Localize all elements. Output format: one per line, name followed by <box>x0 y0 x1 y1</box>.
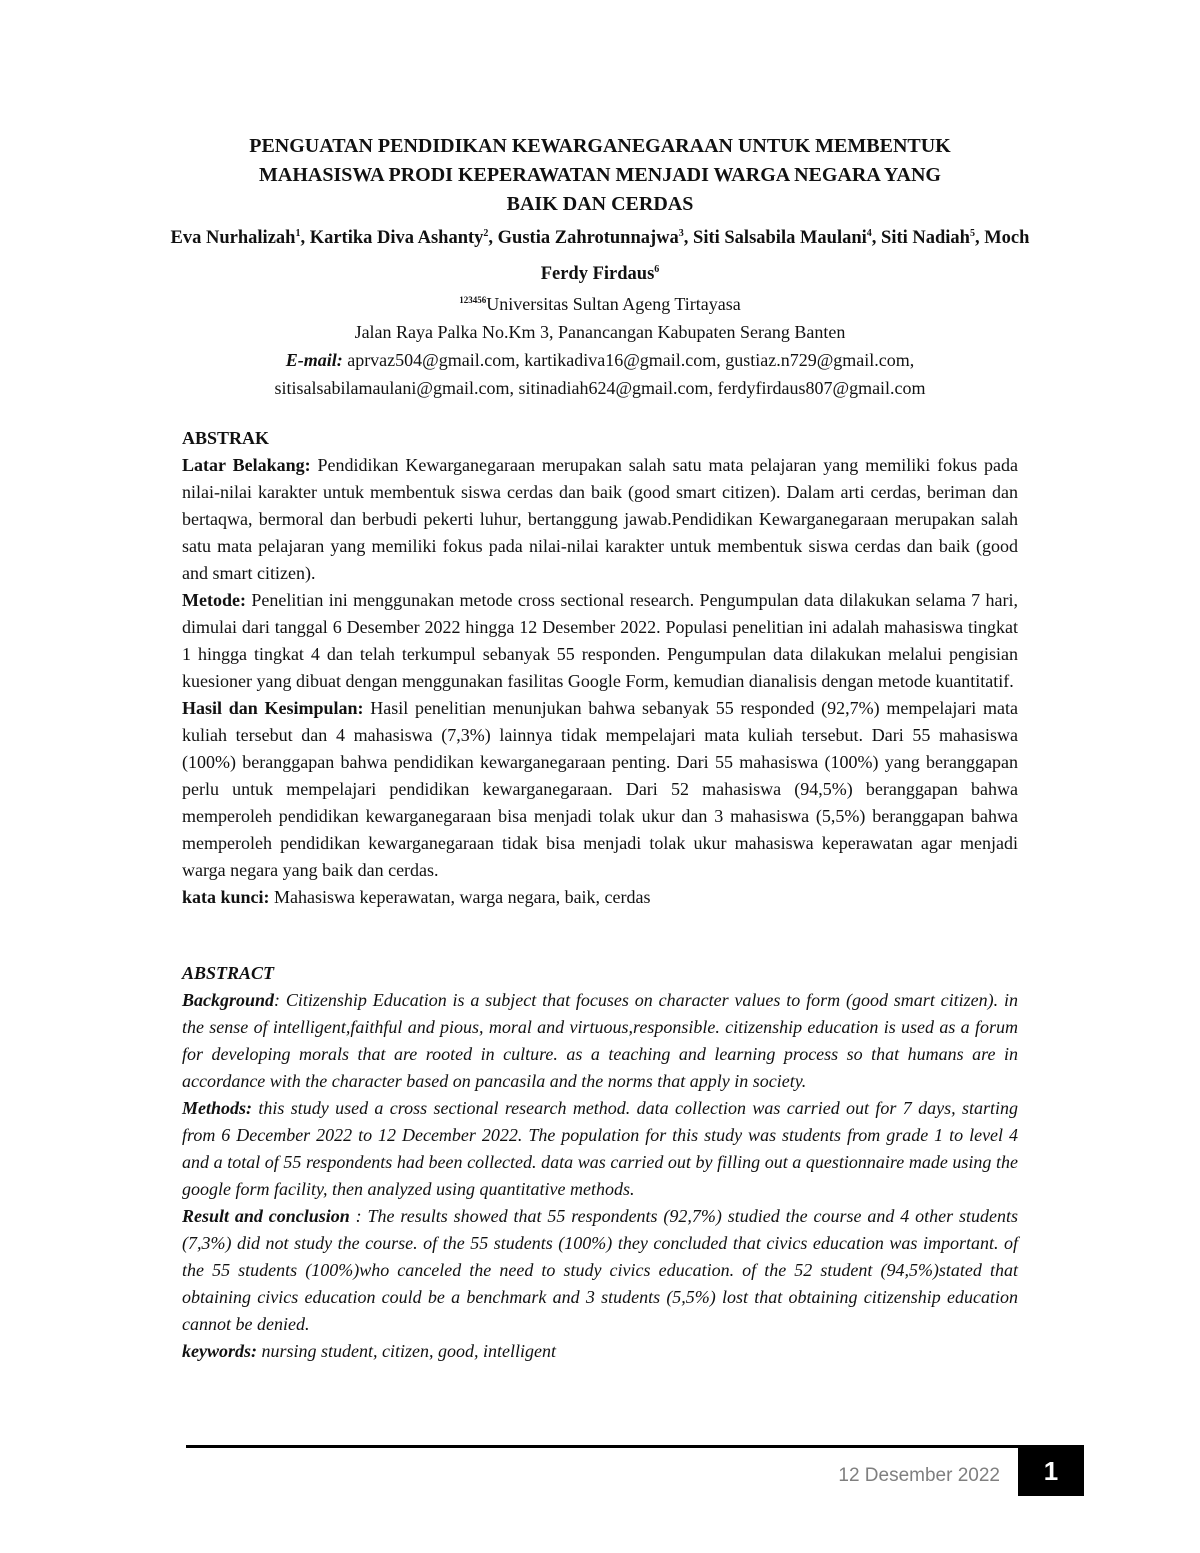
abstrak-metode <box>182 587 1018 695</box>
affiliation <box>150 290 1050 318</box>
page-number: 1 <box>1018 1446 1084 1496</box>
author-name: Eva Nurhalizah <box>170 228 296 248</box>
result-text: : The results showed that 55 respondents (92,7%) studied the course and 4 other students (7,3%) did not study the course. of the 55 students (100%) they concluded that civics education was important. of the 55 students (100%)who canceled the need to study civics education. of the 52 student (94,5%)stated that obtaining civics education could be a benchmark and 3 students (5,5%) lost that obtaining citizenship education cannot be denied. <box>182 1206 1018 1334</box>
email-label: E-mail: <box>285 350 343 370</box>
metode-text: Penelitian ini menggunakan metode cross sectional research. Pengumpulan data dilakukan selama 7 hari, dimulai dari tanggal 6 Desember 2022 hingga 12 Desember 2022. Populasi penelitian ini adalah mahasiswa tingkat 1 hingga tingkat 4 dan telah terkumpul sebanyak 55 responden. Pengumpulan data dilakukan melalui pengisian kuesioner yang dibuat dengan menggunakan fasilitas Google Form, kemudian dianalisis dengan metode kuantitatif. <box>182 590 1018 691</box>
hasil-text: Hasil penelitian menunjukan bahwa sebanyak 55 responded (92,7%) mempelajari mata kuliah tersebut dan 4 mahasiswa (7,3%) lainnya tidak mempelajari mata kuliah tersebut. Dari 55 mahasiswa (100%) beranggapan bahwa pendidikan kewarganegaraan penting. Dari 55 mahasiswa (100%) yang beranggapan perlu untuk mempelajari pendidikan kewarganegaraan. Dari 52 mahasiswa (94,5%) beranggapan bahwa memperoleh pendidikan kewarganegaraan bisa menjadi tolak ukur dan 3 mahasiswa (5,5%) beranggapan bahwa memperoleh pendidikan kewarganegaraan tidak bisa menjadi tolak ukur mahasiswa keperawatan agar menjadi warga negara yang baik dan cerdas. <box>182 698 1019 880</box>
kata-text: Mahasiswa keperawatan, warga negara, baik, cerdas <box>269 887 651 907</box>
author-sup: 6 <box>654 263 660 275</box>
footer-date: 12 Desember 2022 <box>838 1465 1000 1486</box>
address: Jalan Raya Palka No.Km 3, Panancangan Kabupaten Serang Banten <box>354 322 846 342</box>
author-name: Gustia Zahrotunnajwa <box>497 228 679 248</box>
title-line: PENGUATAN PENDIDIKAN KEWARGANEGARAAN UNTUK MEMBENTUK <box>249 135 951 157</box>
abstrak-section <box>182 425 1018 911</box>
title-line: MAHASISWA PRODI KEPERAWATAN MENJADI WARGA NEGARA YANG <box>259 164 941 186</box>
author-sup: 2 <box>483 227 489 239</box>
abstract-keywords <box>182 1338 1018 1365</box>
kata-label: kata kunci: <box>182 887 270 907</box>
author-name: Siti Nadiah <box>881 228 970 248</box>
abstract-methods <box>182 1095 1018 1203</box>
affiliation-name: Universitas Sultan Ageng Tirtayasa <box>486 294 741 314</box>
author-name: Kartika Diva Ashanty <box>309 228 484 248</box>
abstract-background <box>182 987 1018 1095</box>
hasil-label: Hasil dan Kesimpulan: <box>182 698 364 718</box>
methods-label: Methods: <box>182 1098 253 1118</box>
abstract-heading: ABSTRACT <box>182 963 275 983</box>
email-line <box>150 346 1050 374</box>
author-sep: , <box>974 228 985 248</box>
author-name: Moch Ferdy Firdaus <box>540 228 1030 284</box>
abstract-result <box>182 1203 1018 1338</box>
methods-text: this study used a cross sectional research method. data collection was carried out for 7 days, starting from 6 December 2022 to 12 December 2022. The population for this study was students from grade 1 to level 4 and a total of 55 respondents had been collected. data was carried out by filling out a questionnaire made using the google form facility, then analyzed using quantitative methods. <box>182 1098 1018 1199</box>
email-list: aprvaz504@gmail.com, kartikadiva16@gmail.com, gustiaz.n729@gmail.com, <box>342 350 915 370</box>
result-label: Result and conclusion <box>182 1206 350 1226</box>
paper-title <box>150 132 1050 219</box>
author-sup: 4 <box>866 227 872 239</box>
author-list <box>150 220 1050 292</box>
background-text: : Citizenship Education is a subject that focuses on character values to form (good smart citizen). in the sense of intelligent,faithful and pious, moral and virtuous,responsible. citizenship education is used as a forum for developing morals that are rooted in culture. as a teaching and learning process so that humans are in accordance with the character based on pancasila and the norms that apply in society. <box>182 990 1018 1091</box>
title-line: BAIK DAN CERDAS <box>506 193 694 215</box>
author-sep: , <box>300 228 310 248</box>
affiliation-sup: 123456 <box>459 295 487 305</box>
author-sup: 1 <box>295 227 301 239</box>
author-name: Siti Salsabila Maulani <box>693 228 867 248</box>
footer-rule <box>186 1445 1084 1448</box>
affiliation-block <box>150 290 1050 402</box>
latar-label: Latar Belakang: <box>182 455 311 475</box>
latar-text: Pendidikan Kewarganegaraan merupakan salah satu mata pelajaran yang memiliki fokus pada nilai-nilai karakter untuk membentuk siswa cerdas dan baik (good smart citizen). Dalam arti cerdas, beriman dan bertaqwa, bermoral dan berbudi pekerti luhur, bertanggung jawab.Pendidikan Kewarganegaraan merupakan salah satu mata pelajaran yang memiliki fokus pada nilai-nilai karakter untuk membentuk siswa cerdas dan baik (good and smart citizen). <box>182 455 1018 583</box>
author-sup: 3 <box>678 227 684 239</box>
abstrak-latar-belakang <box>182 452 1018 587</box>
abstrak-hasil <box>182 695 1018 884</box>
author-sep: , <box>488 228 498 248</box>
keywords-label: keywords: <box>182 1341 257 1361</box>
author-sep: , <box>871 228 882 248</box>
abstrak-heading: ABSTRAK <box>182 428 270 448</box>
abstrak-kata-kunci <box>182 884 1018 911</box>
email-list-continued: sitisalsabilamaulani@gmail.com, sitinadiah624@gmail.com, ferdyfirdaus807@gmail.com <box>274 378 926 398</box>
keywords-text: nursing student, citizen, good, intelligent <box>257 1341 556 1361</box>
background-label: Background <box>182 990 275 1010</box>
author-sup: 5 <box>969 227 975 239</box>
author-sep: , <box>683 228 694 248</box>
metode-label: Metode: <box>182 590 246 610</box>
abstract-section <box>182 960 1018 1365</box>
